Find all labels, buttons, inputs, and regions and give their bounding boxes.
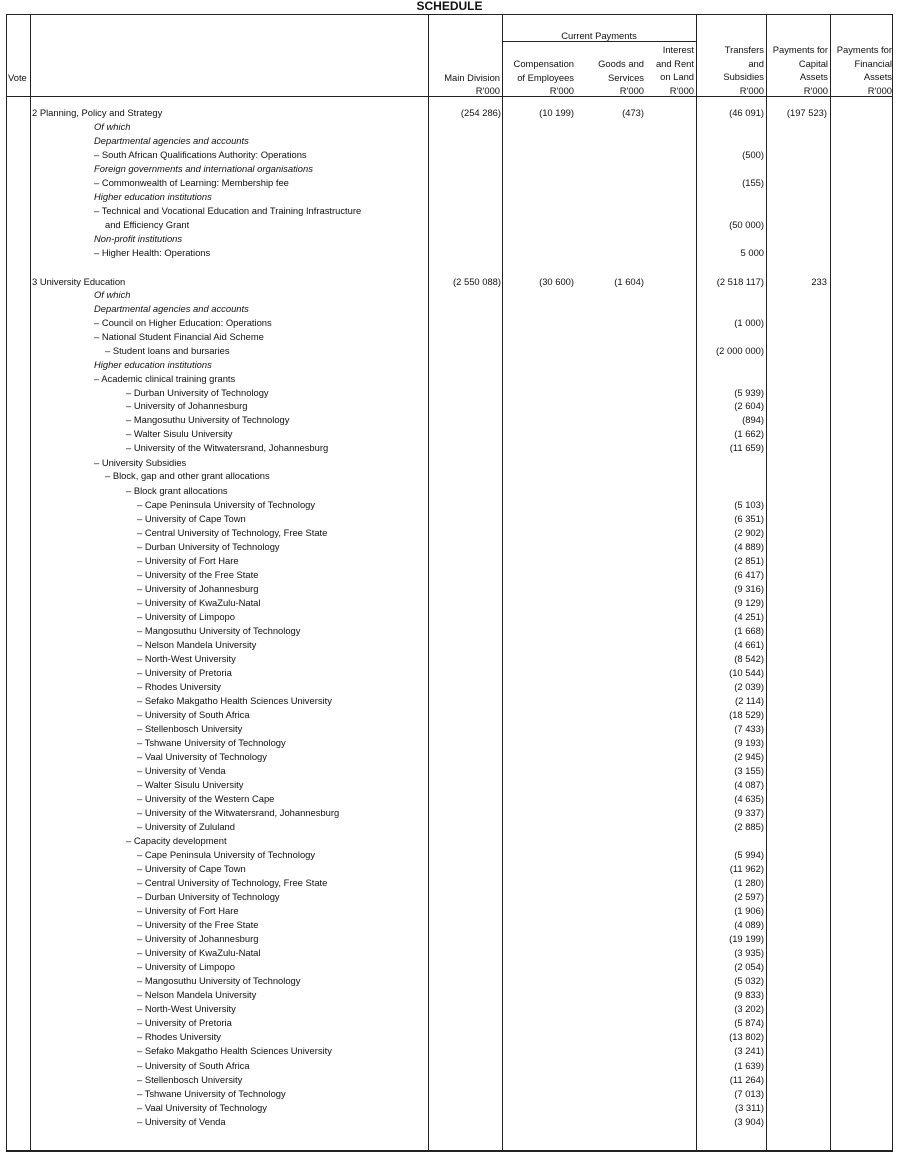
cell-transfers: (5 032) [734, 975, 764, 986]
row-label: – Technical and Vocational Education and Training Infrastructure [94, 205, 362, 216]
row-label: – Vaal University of Technology [137, 1102, 267, 1113]
cell-transfers: (2 851) [734, 555, 764, 566]
cell-transfers: (5 103) [734, 499, 764, 510]
cell-transfers: (1 906) [734, 905, 764, 916]
table-row [0, 344, 899, 358]
table-row [0, 106, 899, 120]
row-label: – Higher Health: Operations [94, 247, 211, 258]
table-row [0, 890, 899, 904]
table-row [0, 190, 899, 204]
table-row [0, 176, 899, 190]
table-row [0, 988, 899, 1002]
cell-transfers: (894) [742, 414, 764, 425]
table-row [0, 218, 899, 232]
header-compensation: Compensation of Employees [513, 58, 574, 83]
table-row [0, 1044, 899, 1058]
table-row [0, 848, 899, 862]
table-row [0, 134, 899, 148]
table-row [0, 441, 899, 455]
cell-transfers: (11 962) [729, 863, 764, 874]
cell-transfers: (4 087) [734, 779, 764, 790]
cell-transfers: (4 089) [734, 919, 764, 930]
cell-transfers: (1 000) [734, 317, 764, 328]
row-label: – University of KwaZulu-Natal [137, 947, 261, 958]
row-label: – University of the Witwatersrand, Johannesburg [137, 807, 340, 818]
row-label: – Mangosuthu University of Technology [137, 625, 301, 636]
header-goods-services: Goods and Services [598, 58, 644, 83]
cell-transfers: (2 000 000) [716, 345, 764, 356]
table-row [0, 512, 899, 526]
table-row [0, 610, 899, 624]
row-label: 3 University Education [32, 276, 126, 287]
cell-transfers: (5 939) [734, 387, 764, 398]
header-transfers-subsidies: Transfers and Subsidies [723, 44, 764, 83]
row-label: – University of Fort Hare [137, 905, 239, 916]
table-row [0, 372, 899, 386]
row-label: – Vaal University of Technology [137, 751, 267, 762]
table-row [0, 568, 899, 582]
table-row [0, 275, 899, 289]
cell-transfers: (2 885) [734, 821, 764, 832]
table-row [0, 413, 899, 427]
cell-transfers: (5 874) [734, 1017, 764, 1028]
row-label: – Nelson Mandela University [137, 639, 257, 650]
cell-transfers: (3 311) [734, 1102, 764, 1113]
row-label: – Cape Peninsula University of Technology [137, 849, 316, 860]
table-row [0, 204, 899, 218]
cell-transfers: (13 802) [729, 1031, 764, 1042]
row-label: – University of Fort Hare [137, 555, 239, 566]
cell-main: (254 286) [460, 107, 501, 118]
cell-transfers: (155) [742, 177, 764, 188]
row-label: – University of Pretoria [137, 1017, 232, 1028]
cell-transfers: (4 661) [734, 639, 764, 650]
cell-transfers: 5 000 [740, 247, 764, 258]
table-row [0, 806, 899, 820]
row-label: – Durban University of Technology [126, 387, 269, 398]
table-row [0, 1059, 899, 1073]
cell-transfers: (8 542) [734, 653, 764, 664]
cell-transfers: (2 054) [734, 961, 764, 972]
row-label: Higher education institutions [94, 359, 212, 370]
row-label: – Central University of Technology, Free State [137, 877, 328, 888]
row-label: – Central University of Technology, Free State [137, 527, 328, 538]
row-label: – University of Johannesburg [137, 933, 259, 944]
table-row [0, 288, 899, 302]
row-label: – Cape Peninsula University of Technology [137, 499, 316, 510]
row-label: – Capacity development [126, 835, 227, 846]
cell-transfers: (1 662) [734, 428, 764, 439]
cell-transfers: (2 039) [734, 681, 764, 692]
cell-transfers: (10 544) [729, 667, 764, 678]
cell-main: (2 550 088) [453, 276, 501, 287]
table-row [0, 778, 899, 792]
cell-transfers: (9 129) [734, 597, 764, 608]
row-label: – Tshwane University of Technology [137, 1088, 286, 1099]
table-row [0, 582, 899, 596]
row-label: – University Subsidies [94, 457, 187, 468]
unit-label: R'000 [739, 85, 764, 96]
row-label: – University of South Africa [137, 709, 250, 720]
row-label: – Durban University of Technology [137, 891, 280, 902]
cell-comp: (30 600) [539, 276, 574, 287]
table-row [0, 1030, 899, 1044]
table-row [0, 498, 899, 512]
row-label: – University of the Free State [137, 919, 259, 930]
table-row [0, 358, 899, 372]
table-row [0, 722, 899, 736]
table-row [0, 904, 899, 918]
row-label: – North-West University [137, 1003, 236, 1014]
table-row [0, 666, 899, 680]
row-label: – Sefako Makgatho Health Sciences University [137, 695, 332, 706]
cell-transfers: (9 337) [734, 807, 764, 818]
table-row [0, 456, 899, 470]
cell-transfers: (1 668) [734, 625, 764, 636]
row-label: – Rhodes University [137, 681, 221, 692]
row-label: – National Student Financial Aid Scheme [94, 331, 264, 342]
table-row [0, 932, 899, 946]
row-label: – University of Johannesburg [126, 400, 248, 411]
row-label: Foreign governments and international organisations [94, 163, 313, 174]
cell-transfers: (2 604) [734, 400, 764, 411]
cell-transfers: (4 635) [734, 793, 764, 804]
row-label: – Walter Sisulu University [137, 779, 244, 790]
table-row [0, 764, 899, 778]
table-row [0, 148, 899, 162]
table-row [0, 960, 899, 974]
cell-capital: (197 523) [786, 107, 827, 118]
header-interest-rent: Interest and Rent on Land [655, 44, 694, 83]
table-row [0, 469, 899, 483]
cell-transfers: (2 114) [734, 695, 764, 706]
table-row [0, 946, 899, 960]
cell-transfers: (11 264) [729, 1074, 764, 1085]
row-label: – South African Qualifications Authority: Operations [94, 149, 307, 160]
unit-label: R'000 [803, 85, 828, 96]
cell-transfers: (3 904) [734, 1116, 764, 1127]
cell-transfers: (19 199) [729, 933, 764, 944]
row-label: – Rhodes University [137, 1031, 221, 1042]
cell-transfers: (1 280) [734, 877, 764, 888]
cell-transfers: (2 518 117) [716, 276, 764, 287]
row-label: – University of Limpopo [137, 961, 235, 972]
row-label: – University of the Free State [137, 569, 259, 580]
cell-transfers: (4 889) [734, 541, 764, 552]
row-label: – University of Johannesburg [137, 583, 259, 594]
table-row [0, 918, 899, 932]
cell-transfers: (3 155) [734, 765, 764, 776]
table-row [0, 680, 899, 694]
table-row [0, 736, 899, 750]
header-capital-assets: Payments for Capital Assets [772, 44, 828, 83]
cell-transfers: (3 202) [734, 1003, 764, 1014]
table-row [0, 1101, 899, 1115]
table-row [0, 834, 899, 848]
cell-transfers: (2 902) [734, 527, 764, 538]
table-row [0, 386, 899, 400]
table-row [0, 974, 899, 988]
row-label: Of which [94, 121, 131, 132]
row-label: and Efficiency Grant [105, 219, 190, 230]
table-row [0, 246, 899, 260]
unit-label: R'000 [867, 85, 892, 96]
table-row [0, 427, 899, 441]
table-row [0, 484, 899, 498]
row-label: – Durban University of Technology [137, 541, 280, 552]
table-row [0, 638, 899, 652]
table-row [0, 708, 899, 722]
cell-transfers: (3 935) [734, 947, 764, 958]
row-label: – University of Venda [137, 765, 226, 776]
table-row [0, 302, 899, 316]
cell-transfers: (6 351) [734, 513, 764, 524]
row-label: – North-West University [137, 653, 236, 664]
cell-transfers: (11 659) [729, 442, 764, 453]
cell-comp: (10 199) [539, 107, 574, 118]
cell-transfers: (9 833) [734, 989, 764, 1000]
row-label: – University of Zululand [137, 821, 235, 832]
row-label: – University of Cape Town [137, 513, 246, 524]
header-financial-assets: Payments for Financial Assets [836, 44, 892, 83]
row-label: Higher education institutions [94, 191, 212, 202]
cell-transfers: (4 251) [734, 611, 764, 622]
row-label: – University of Pretoria [137, 667, 232, 678]
cell-capital: 233 [811, 276, 827, 287]
row-label: – Walter Sisulu University [126, 428, 233, 439]
table-row [0, 316, 899, 330]
row-label: – University of Cape Town [137, 863, 246, 874]
row-label: – Stellenbosch University [137, 1074, 243, 1085]
row-label: – Commonwealth of Learning: Membership fee [94, 177, 289, 188]
row-label: – Council on Higher Education: Operations [94, 317, 272, 328]
header-rule [6, 96, 893, 97]
table-row [0, 1016, 899, 1030]
table-row [0, 1115, 899, 1129]
table-row [0, 876, 899, 890]
row-label: – Student loans and bursaries [105, 345, 230, 356]
row-label: Departmental agencies and accounts [94, 303, 249, 314]
page-title: SCHEDULE [416, 0, 483, 13]
cell-transfers: (7 433) [734, 723, 764, 734]
table-row [0, 596, 899, 610]
table-row [0, 399, 899, 413]
cell-transfers: (46 091) [729, 107, 764, 118]
cell-transfers: (2 945) [734, 751, 764, 762]
row-label: – Sefako Makgatho Health Sciences University [137, 1045, 332, 1056]
table-row [0, 554, 899, 568]
table-row [0, 820, 899, 834]
table-row [0, 162, 899, 176]
row-label: – University of South Africa [137, 1060, 250, 1071]
row-label: – Tshwane University of Technology [137, 737, 286, 748]
header-vote: Vote [8, 72, 27, 83]
cell-goods: (473) [622, 107, 644, 118]
table-row [0, 624, 899, 638]
row-label: – University of the Witwatersrand, Johannesburg [126, 442, 329, 453]
unit-label: R'000 [669, 85, 694, 96]
table-row [0, 862, 899, 876]
table-row [0, 232, 899, 246]
row-label: Of which [94, 289, 131, 300]
row-label: – University of KwaZulu-Natal [137, 597, 261, 608]
table-row [0, 1087, 899, 1101]
cell-transfers: (50 000) [729, 219, 764, 230]
cell-transfers: (7 013) [734, 1088, 764, 1099]
cell-transfers: (18 529) [729, 709, 764, 720]
row-label: – University of Venda [137, 1116, 226, 1127]
table-row [0, 1002, 899, 1016]
row-label: Departmental agencies and accounts [94, 135, 249, 146]
row-label: – Nelson Mandela University [137, 989, 257, 1000]
table-row [0, 694, 899, 708]
header-main-division: Main Division [444, 72, 500, 83]
table-row [0, 792, 899, 806]
table-row [0, 1073, 899, 1087]
unit-label: R'000 [619, 85, 644, 96]
row-label: – Mangosuthu University of Technology [137, 975, 301, 986]
header-current-payments: Current Payments [561, 30, 637, 41]
row-label: – Academic clinical training grants [94, 373, 236, 384]
table-row [0, 330, 899, 344]
cell-transfers: (3 241) [734, 1045, 764, 1056]
row-label: – University of the Western Cape [137, 793, 275, 804]
cell-transfers: (9 316) [734, 583, 764, 594]
table-row [0, 526, 899, 540]
row-label: – Mangosuthu University of Technology [126, 414, 290, 425]
row-label: – Block, gap and other grant allocations [105, 470, 270, 481]
table-row [0, 120, 899, 134]
row-label: 2 Planning, Policy and Strategy [32, 107, 163, 118]
row-label: Non-profit institutions [94, 233, 183, 244]
table-row [0, 540, 899, 554]
table-row [0, 652, 899, 666]
row-label: – Block grant allocations [126, 485, 228, 496]
cell-transfers: (5 994) [734, 849, 764, 860]
cell-transfers: (2 597) [734, 891, 764, 902]
unit-label: R'000 [549, 85, 574, 96]
cell-transfers: (1 639) [734, 1060, 764, 1071]
table-row [0, 750, 899, 764]
cell-transfers: (500) [742, 149, 764, 160]
unit-label: R'000 [475, 85, 500, 96]
row-label: – Stellenbosch University [137, 723, 243, 734]
cell-transfers: (9 193) [734, 737, 764, 748]
row-label: – University of Limpopo [137, 611, 235, 622]
cell-goods: (1 604) [614, 276, 644, 287]
cell-transfers: (6 417) [734, 569, 764, 580]
